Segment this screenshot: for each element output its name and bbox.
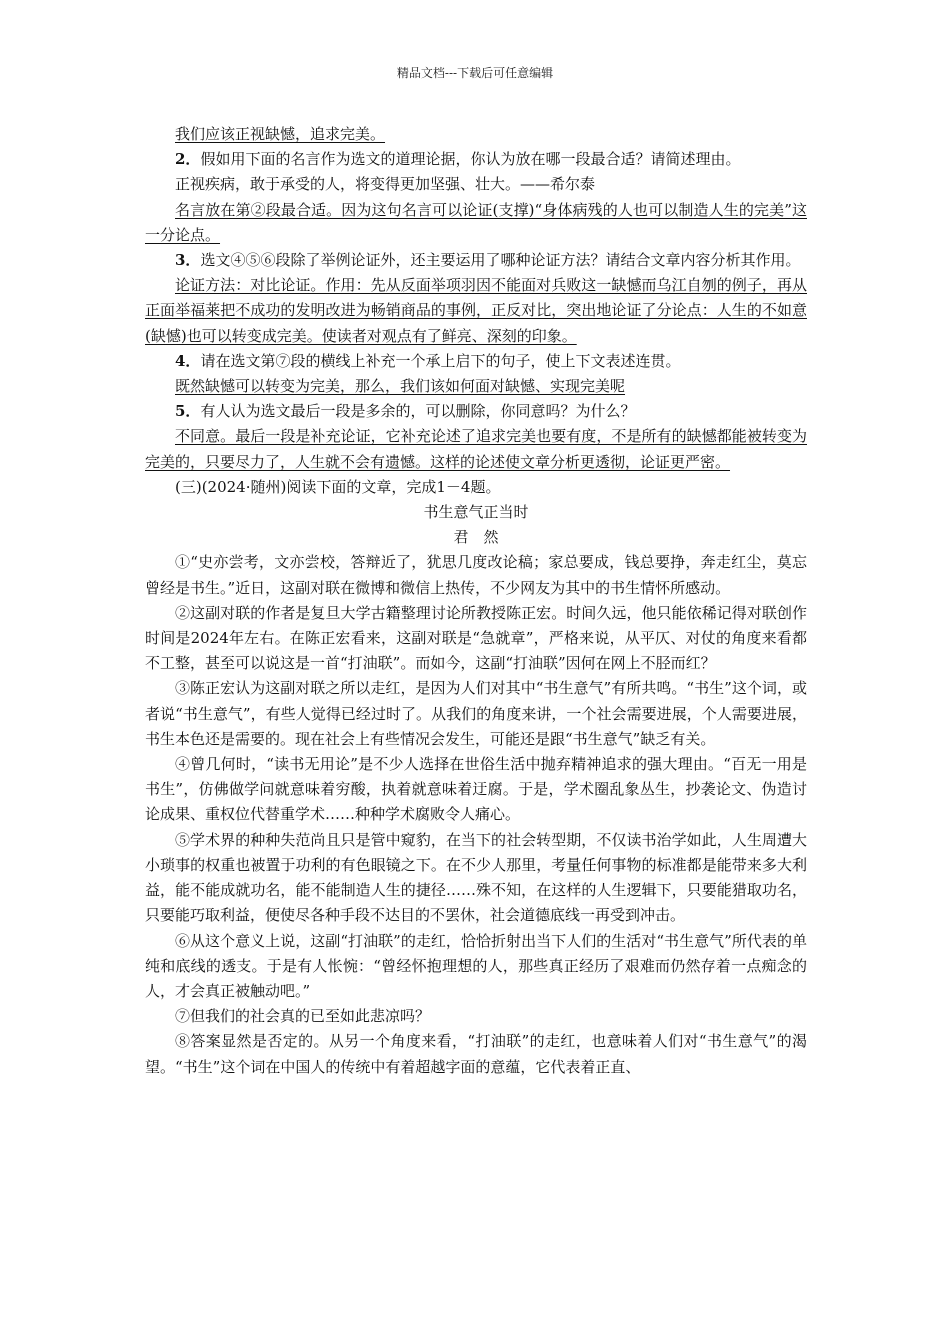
article-paragraph-6: ⑥从这个意义上说，这副“打油联”的走红，恰恰折射出当下人们的生活对“书生意气”所代表的单纯和底线的透支。于是有人怅惋：“曾经怀抱理想的人，那些真正经历了艰难而仍然存着一点痴念的人，才会真正被触动吧。” <box>145 931 807 1000</box>
question-number: 4． <box>175 351 201 370</box>
quote: 正视疾病，敢于承受的人，将变得更加坚强、壮大。——希尔泰 <box>175 175 596 194</box>
question-2 <box>145 147 807 172</box>
article-author: 君 然 <box>453 528 499 547</box>
question-text: 有人认为选文最后一段是多余的，可以删除，你同意吗？为什么？ <box>200 402 636 421</box>
answer-q4: 既然缺憾可以转变为完美，那么，我们该如何面对缺憾、实现完美呢 <box>175 377 626 396</box>
question-text: 请在选文第⑦段的横线上补充一个承上启下的句子，使上下文表述连贯。 <box>200 351 681 370</box>
article-paragraph-2: ②这副对联的作者是复旦大学古籍整理讨论所教授陈正宏。时间久远，他只能依稀记得对联创作时间是2024年左右。在陈正宏看来，这副对联是“急就章”，严格来说，从平仄、对仗的角度来看都不工整，甚至可以说这是一首“打油联”。而如今，这副“打油联”因何在网上不胫而红？ <box>145 603 807 673</box>
question-5 <box>145 399 807 424</box>
article-paragraph-8: ⑧答案显然是否定的。从另一个角度来看，“打油联”的走红，也意味着人们对“书生意气”的渴望。“书生”这个词在中国人的传统中有着超越字面的意蕴，它代表着正直、 <box>145 1032 807 1076</box>
answer-q2: 名言放在第②段最合适。因为这句名言可以论证(支撑)“身体病残的人也可以制造人生的完美”这一分论点。 <box>145 200 807 244</box>
question-text: 选文④⑤⑥段除了举例论证外，还主要运用了哪种论证方法？请结合文章内容分析其作用。 <box>200 251 801 270</box>
section-intro: (三)(2024·随州)阅读下面的文章，完成1－4题。 <box>175 477 501 496</box>
article-paragraph-3: ③陈正宏认为这副对联之所以走红，是因为人们对其中“书生意气”有所共鸣。“书生”这个词，或者说“书生意气”，有些人觉得已经过时了。从我们的角度来讲，一个社会需要进展，个人需要进展，书生本色还是需要的。现在社会上有些情况会发生，可能还是跟“书生意气”缺乏有关。 <box>145 679 807 748</box>
answer-q5: 不同意。最后一段是补充论证，它补充论述了追求完美也要有度，不是所有的缺憾都能被转变为完美的，只要尽力了，人生就不会有遗憾。这样的论述使文章分析更透彻，论证更严密。 <box>145 427 807 471</box>
document-body <box>145 122 807 1080</box>
article-paragraph-1: ①“史亦尝考，文亦尝校，答辩近了，犹思几度改论稿；家总要成，钱总要挣，奔走红尘，莫忘曾经是书生。”近日，这副对联在微博和微信上热传，不少网友为其中的书生情怀所感动。 <box>145 553 807 597</box>
answer-q3: 论证方法：对比论证。作用：先从反面举项羽因不能面对兵败这一缺憾而乌江自刎的例子，再从正面举福莱把不成功的发明改进为畅销商品的事例，正反对比，突出地论证了分论点：人生的不如意(缺憾)也可以转变成完美。使读者对观点有了鲜亮、深刻的印象。 <box>145 276 807 345</box>
question-number: 3． <box>175 251 201 270</box>
question-number: 2． <box>175 150 201 169</box>
question-3 <box>145 248 807 273</box>
question-number: 5． <box>175 402 201 421</box>
question-4 <box>145 349 807 374</box>
article-paragraph-4: ④曾几何时，“读书无用论”是不少人选择在世俗生活中抛弃精神追求的强大理由。“百无一用是书生”，仿佛做学问就意味着穷酸，执着就意味着迂腐。于是，学术圈乱象丛生，抄袭论文、伪造讨论成果、重权位代替重学术……种种学术腐败令人痛心。 <box>145 755 807 824</box>
page-header: 精品文档---下载后可任意编辑 <box>396 66 554 80</box>
article-paragraph-7: ⑦但我们的社会真的已至如此悲凉吗？ <box>175 1007 431 1026</box>
article-title: 书生意气正当时 <box>423 503 529 522</box>
answer-q1: 我们应该正视缺憾，追求完美。 <box>175 125 386 143</box>
question-text: 假如用下面的名言作为选文的道理论据，你认为放在哪一段最合适？请简述理由。 <box>200 150 741 169</box>
article-paragraph-5: ⑤学术界的种种失范尚且只是管中窥豹，在当下的社会转型期，不仅读书治学如此，人生周遭大小琐事的权重也被置于功利的有色眼镜之下。在不少人那里，考量任何事物的标准都是能带来多大利益，能不能成就功名，能不能制造人生的捷径……殊不知，在这样的人生逻辑下，只要能猎取功名，只要能巧取利益，便使尽各种手段不达目的不罢休，社会道德底线一再受到冲击。 <box>145 830 807 925</box>
